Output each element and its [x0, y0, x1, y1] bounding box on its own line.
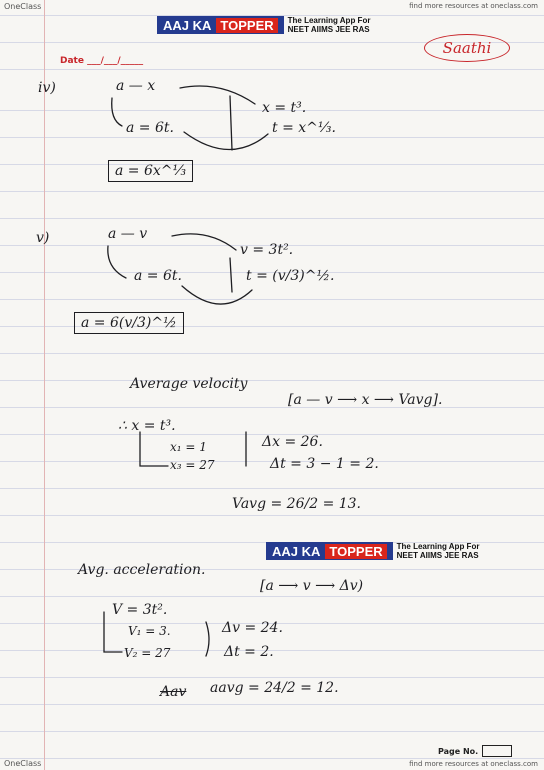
tagline-line-2: NEET AIIMS JEE RAS — [287, 25, 370, 34]
section-v-chain: a — v — [108, 226, 148, 242]
arrow-curve-iv-3 — [184, 132, 268, 150]
avg-accel-title: Avg. acceleration. — [78, 562, 206, 578]
avg-velocity-title: Average velocity — [130, 376, 248, 392]
brace-acc — [206, 622, 209, 656]
section-v-number: v) — [36, 230, 50, 246]
tagline-line-2: NEET AIIMS JEE RAS — [396, 551, 479, 560]
page-number — [438, 745, 512, 757]
section-iv-eq2: a = 6t. — [126, 120, 174, 136]
section-iv-eq1: x = t³. — [262, 100, 307, 116]
watermark-bottom-left: OneClass — [4, 759, 42, 768]
watermark-bottom-right: find more resources at oneclass.com — [409, 760, 538, 768]
brand-highlight: TOPPER — [216, 18, 277, 33]
avg-velocity-eq: ∴ x = t³. — [118, 418, 176, 434]
section-iv-result: a = 6x^⅓ — [108, 160, 193, 182]
brand-banner-mid — [266, 542, 479, 560]
brand-logo — [266, 542, 393, 560]
section-v-eq1: v = 3t². — [240, 242, 294, 258]
avg-accel-eq: V = 3t². — [112, 602, 168, 618]
saathi-logo: Saathi — [424, 34, 510, 62]
avg-accel-dt: Δt = 2. — [224, 644, 274, 660]
avg-velocity-chain: [a — v ⟶ x ⟶ Vavg]. — [288, 392, 443, 408]
brand-logo — [157, 16, 284, 34]
avg-velocity-x3: x₃ = 27 — [170, 458, 215, 472]
avg-accel-v2: V₂ = 27 — [124, 646, 171, 660]
arrow-curve-iv-1 — [180, 86, 255, 104]
section-v-result: a = 6(v/3)^½ — [74, 312, 184, 334]
arrow-curve-v-3 — [182, 286, 252, 304]
bracket-vel — [140, 432, 168, 466]
avg-accel-struck: Aav — [160, 684, 187, 700]
brand-name: AAJ KA — [163, 17, 212, 33]
watermark-top-left: OneClass — [4, 2, 42, 11]
divider-v — [230, 258, 232, 292]
avg-velocity-x1: x₁ = 1 — [170, 440, 207, 454]
brand-tagline — [288, 16, 371, 34]
arrow-curve-v-2 — [108, 246, 126, 278]
section-v-eq2: a = 6t. — [134, 268, 182, 284]
tagline-line-1: The Learning App For — [396, 542, 480, 551]
brand-banner-top — [157, 16, 370, 34]
bracket-acc — [104, 612, 122, 652]
section-iv-number: iv) — [38, 80, 56, 96]
avg-accel-result: aavg = 24/2 = 12. — [210, 680, 339, 696]
brand-name: AAJ KA — [272, 543, 321, 559]
page-number-label: Page No. — [438, 746, 479, 756]
watermark-top-right: find more resources at oneclass.com — [409, 2, 538, 10]
brand-highlight: TOPPER — [325, 544, 386, 559]
avg-accel-chain: [a ⟶ v ⟶ Δv) — [260, 578, 364, 594]
divider-iv — [230, 96, 232, 150]
section-iv-eq3: t = x^⅓. — [272, 120, 336, 136]
section-v-eq3: t = (v/3)^½. — [246, 268, 335, 284]
margin-line — [44, 0, 45, 770]
brand-tagline — [397, 542, 480, 560]
section-iv-chain: a — x — [116, 78, 156, 94]
date-field: Date ___/___/_____ — [60, 56, 144, 66]
arrow-curve-iv-2 — [112, 98, 122, 126]
tagline-line-1: The Learning App For — [287, 16, 371, 25]
avg-accel-dv: Δv = 24. — [222, 620, 283, 636]
avg-accel-v1: V₁ = 3. — [128, 624, 171, 638]
page-number-box — [482, 745, 512, 757]
arrow-curve-v-1 — [172, 234, 236, 250]
avg-velocity-result: Vavg = 26/2 = 13. — [232, 496, 362, 512]
avg-velocity-dt: Δt = 3 − 1 = 2. — [270, 456, 379, 472]
avg-velocity-dx: Δx = 26. — [262, 434, 323, 450]
